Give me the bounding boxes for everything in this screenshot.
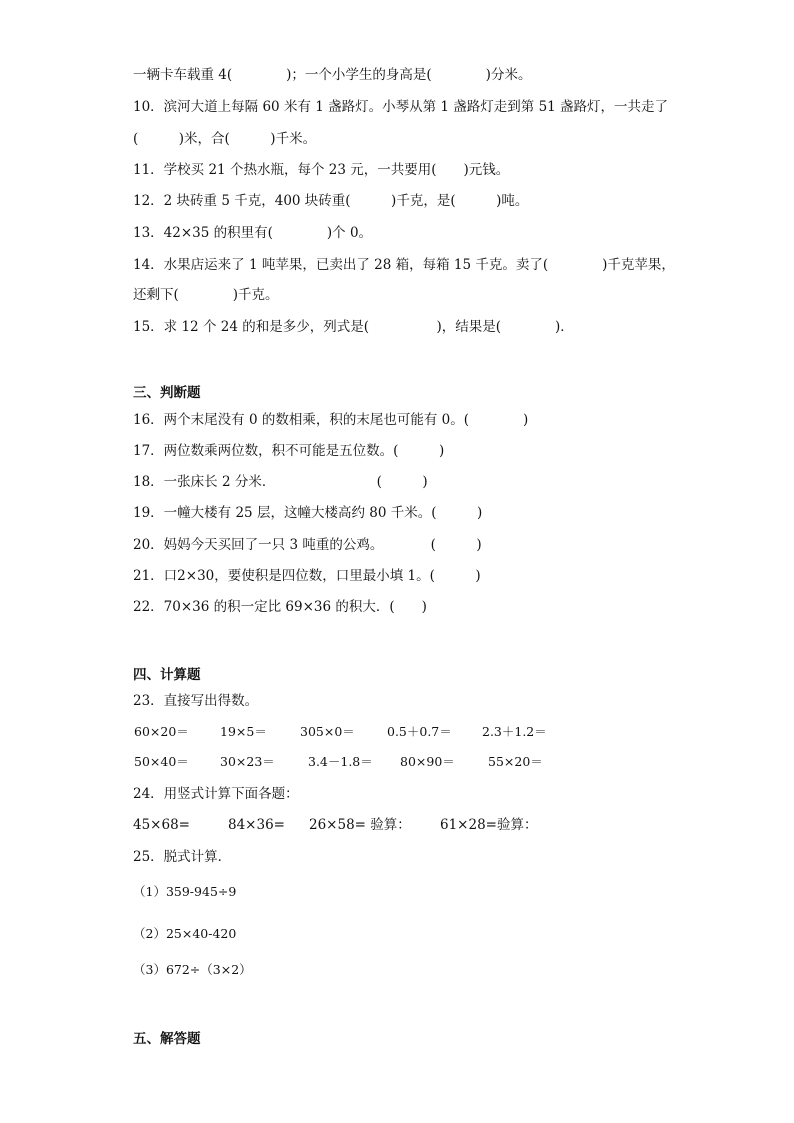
vertical-calc-item: 84×36= bbox=[228, 817, 285, 833]
vertical-calc-item: 61×28=验算： bbox=[440, 817, 538, 833]
stepwise-item-3: （3）672÷（3×2） bbox=[133, 962, 252, 977]
question-18: 18．一张床长 2 分米． ( ) bbox=[133, 474, 428, 490]
question-10: 10．滨河大道上每隔 60 米有 1 盏路灯。小琴从第 1 盏路灯走到第 51 盏路灯，一共走了 bbox=[133, 99, 669, 115]
question-13: 13．42×35 的积里有( )个 0。 bbox=[133, 225, 373, 241]
question-20: 20．妈妈今天买回了一只 3 吨重的公鸡。 ( ) bbox=[133, 537, 482, 553]
stepwise-item-2: （2）25×40-420 bbox=[133, 926, 237, 941]
question-23: 23．直接写出得数。 bbox=[133, 693, 259, 709]
question-10-continued: ( )米，合( )千米。 bbox=[133, 131, 317, 147]
question-22: 22．70×36 的积一定比 69×36 的积大．( ) bbox=[133, 599, 427, 615]
question-15: 15．求 12 个 24 的和是多少，列式是( )，结果是( )． bbox=[133, 319, 574, 335]
question-16: 16．两个末尾没有 0 的数相乘，积的末尾也可能有 0。( ) bbox=[133, 412, 529, 428]
vertical-calc-item: 26×58= 验算： bbox=[309, 817, 411, 833]
section-3-heading: 三、判断题 bbox=[133, 385, 201, 401]
question-11: 11．学校买 21 个热水瓶，每个 23 元，一共要用( )元钱。 bbox=[133, 162, 510, 178]
oral-calc-item: 50×40＝ bbox=[134, 754, 189, 769]
question-24: 24．用竖式计算下面各题： bbox=[133, 786, 299, 802]
question-14-continued: 还剩下( )千克。 bbox=[133, 287, 279, 303]
oral-calc-item: 3.4－1.8＝ bbox=[308, 754, 373, 769]
oral-calc-item: 305×0＝ bbox=[300, 724, 355, 739]
vertical-calc-item: 45×68= bbox=[133, 817, 190, 833]
oral-calc-item: 60×20＝ bbox=[134, 724, 189, 739]
oral-calc-item: 2.3＋1.2＝ bbox=[482, 724, 547, 739]
question-21: 21．口2×30，要使积是四位数，口里最小填 1。( ) bbox=[133, 568, 481, 584]
oral-calc-item: 80×90＝ bbox=[400, 754, 455, 769]
section-5-heading: 五、解答题 bbox=[133, 1031, 201, 1047]
question-12: 12．2 块砖重 5 千克，400 块砖重( )千克，是( )吨。 bbox=[133, 193, 529, 209]
question-9-part: 一辆卡车载重 4( )；一个小学生的身高是( )分米。 bbox=[133, 67, 532, 83]
question-19: 19．一幢大楼有 25 层，这幢大楼高约 80 千米。( ) bbox=[133, 505, 483, 521]
oral-calc-item: 30×23＝ bbox=[220, 754, 275, 769]
question-14: 14．水果店运来了 1 吨苹果，已卖出了 28 箱，每箱 15 千克。卖了( )千克苹果， bbox=[133, 257, 675, 273]
stepwise-item-1: （1）359-945÷9 bbox=[133, 884, 237, 899]
oral-calc-item: 55×20＝ bbox=[488, 754, 543, 769]
question-25: 25．脱式计算． bbox=[133, 849, 232, 865]
oral-calc-item: 0.5＋0.7＝ bbox=[387, 724, 452, 739]
oral-calc-item: 19×5＝ bbox=[220, 724, 267, 739]
section-4-heading: 四、计算题 bbox=[133, 667, 201, 683]
question-17: 17．两位数乘两位数，积不可能是五位数。( ) bbox=[133, 443, 445, 459]
